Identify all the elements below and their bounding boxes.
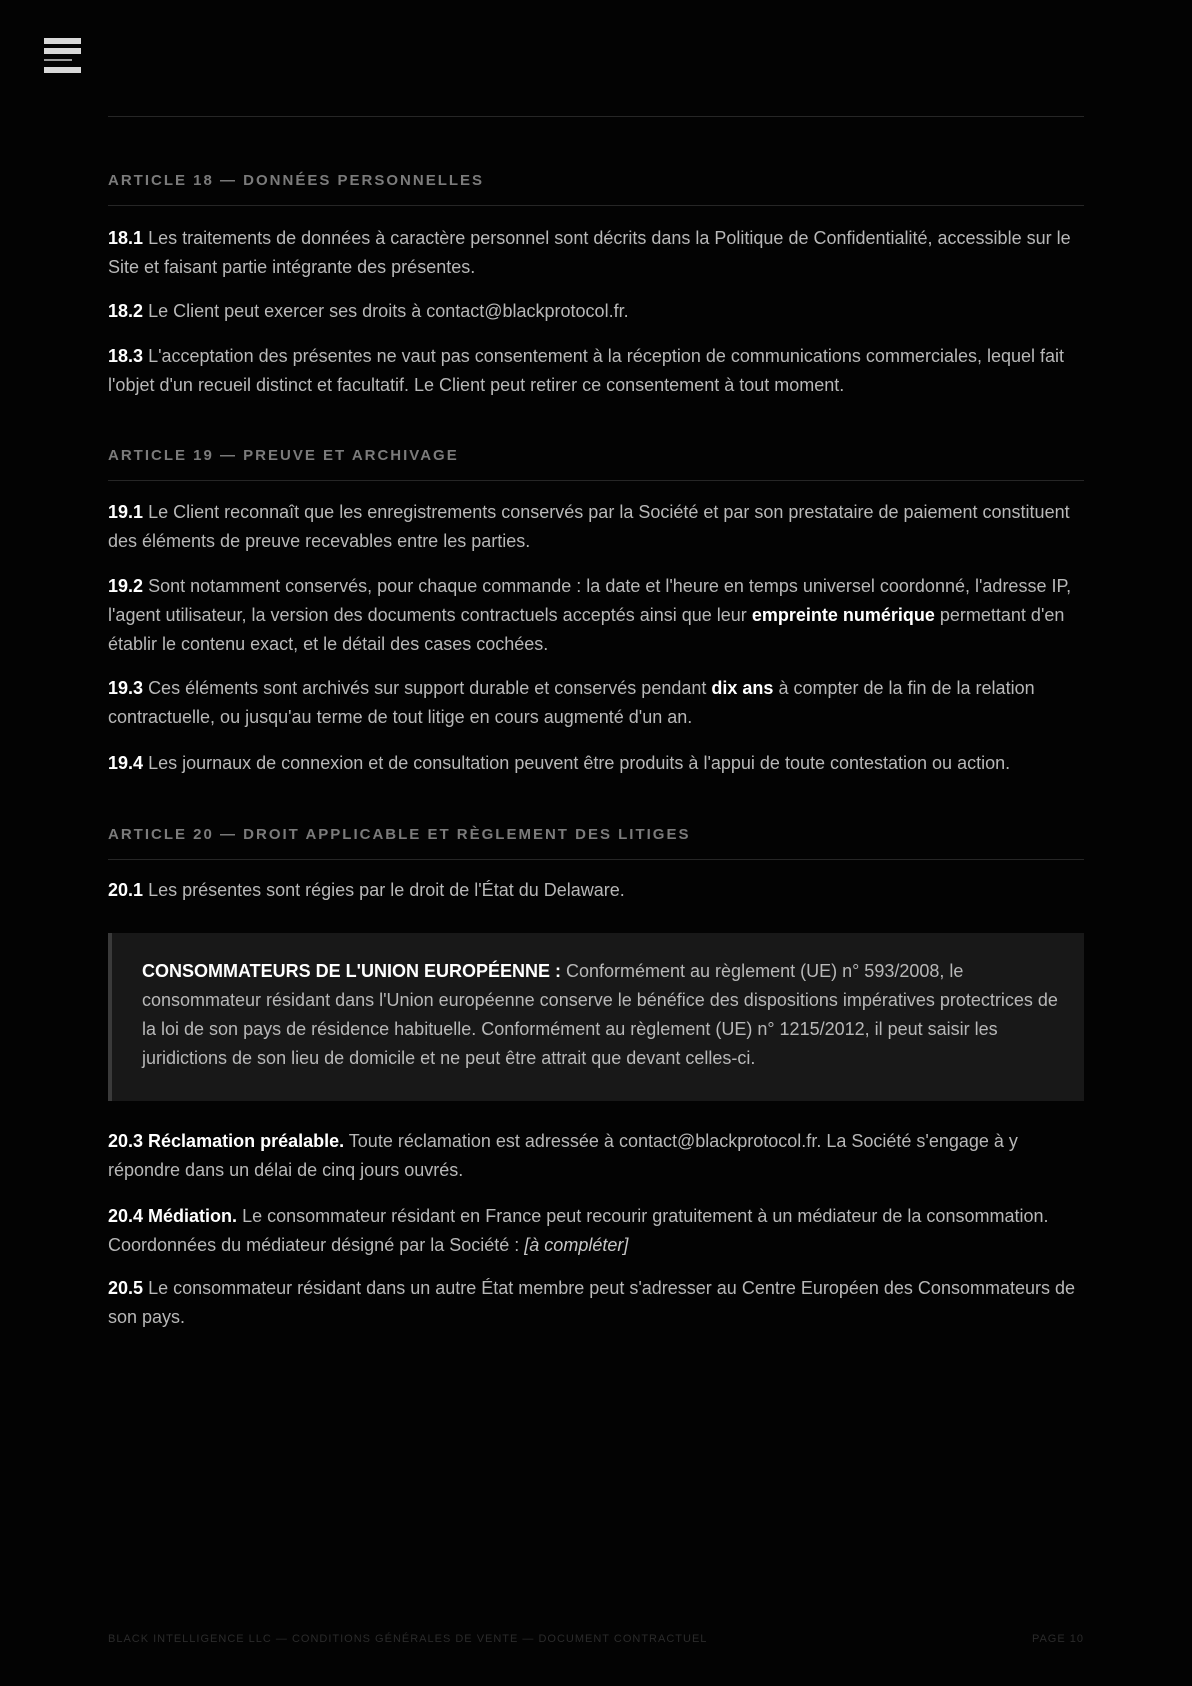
clause-number: 18.3: [108, 346, 144, 366]
article-19-heading: ARTICLE 19 — PREUVE ET ARCHIVAGE: [108, 447, 1084, 481]
clause-number: 19.1: [108, 502, 144, 522]
clause-number: 18.2: [108, 301, 144, 321]
clause-18-1: 18.1 Les traitements de données à caractère personnel sont décrits dans la Politique de Confidentialité, accessible sur le Site et faisant partie intégrante des présentes.: [108, 228, 1071, 277]
clause-20-5: 20.5 Le consommateur résidant dans un autre État membre peut s'adresser au Centre Européen des Consommateurs de son pays.: [108, 1278, 1076, 1327]
article-18-heading: ARTICLE 18 — DONNÉES PERSONNELLES: [108, 172, 1084, 206]
clause-20-3: 20.3 Réclamation préalable. Toute réclamation est adressée à contact@blackprotocol.fr. La Société s'engage à y répondre dans un délai de cinq jours ouvrés.: [108, 1131, 1018, 1180]
clause-number: 19.2: [108, 576, 144, 596]
clause-number: 18.1: [108, 228, 144, 248]
clause-19-1: 19.1 Le Client reconnaît que les enregistrements conservés par la Société et par son prestataire de paiement constituent des éléments de preuve recevables entre les parties.: [108, 502, 1070, 551]
clause-number: 20.3 Réclamation préalable.: [108, 1131, 345, 1151]
clause-number: 20.4 Médiation.: [108, 1206, 238, 1226]
callout-text: CONSOMMATEURS DE L'UNION EUROPÉENNE : Conformément au règlement (UE) n° 593/2008, le consommateur résidant dans l'Union européenne conserve le bénéfice des dispositions impératives protectrices de la loi de son pays de résidence habituelle. Conformément au règlement (UE) n° 1215/2012, il peut saisir les juridictions de son lieu de domicile et ne peut être attrait que devant celles-ci.: [142, 961, 1058, 1068]
clause-18-3: 18.3 L'acceptation des présentes ne vaut pas consentement à la réception de communications commerciales, lequel fait l'objet d'un recueil distinct et facultatif. Le Client peut retirer ce consentement à tout moment.: [108, 346, 1065, 395]
article-20-heading: ARTICLE 20 — DROIT APPLICABLE ET RÈGLEMENT DES LITIGES: [108, 826, 1084, 860]
clause-19-2: 19.2 Sont notamment conservés, pour chaque commande : la date et l'heure en temps universel coordonné, l'adresse IP, l'agent utilisateur, la version des documents contractuels acceptés ainsi que leur empreinte numérique permettant d'en établir le contenu exact, et le détail des cases cochées.: [108, 576, 1072, 654]
eu-consumer-callout: [108, 933, 1084, 1101]
clause-20-1: 20.1 Les présentes sont régies par le droit de l'État du Delaware.: [108, 880, 625, 900]
footer-doc-title: BLACK INTELLIGENCE LLC — CONDITIONS GÉNÉRALES DE VENTE — DOCUMENT CONTRACTUEL: [108, 1633, 708, 1645]
clause-number: 19.4: [108, 753, 144, 773]
clause-number: 19.3: [108, 678, 144, 698]
clause-number: 20.5: [108, 1278, 144, 1298]
clause-19-3: 19.3 Ces éléments sont archivés sur support durable et conservés pendant dix ans à compter de la fin de la relation contractuelle, ou jusqu'au terme de tout litige en cours augmenté d'un an.: [108, 678, 1035, 727]
hamburger-menu-icon[interactable]: [44, 38, 81, 74]
top-divider: [108, 116, 1084, 117]
footer-page-number: PAGE 10: [1031, 1633, 1084, 1645]
clause-19-4: 19.4 Les journaux de connexion et de consultation peuvent être produits à l'appui de toute contestation ou action.: [108, 753, 1011, 773]
clause-number: 20.1: [108, 880, 144, 900]
clause-18-2: 18.2 Le Client peut exercer ses droits à contact@blackprotocol.fr.: [108, 301, 629, 321]
clause-20-4: 20.4 Médiation. Le consommateur résidant en France peut recourir gratuitement à un médiateur de la consommation. Coordonnées du médiateur désigné par la Société : [à compléter]: [108, 1206, 1049, 1255]
